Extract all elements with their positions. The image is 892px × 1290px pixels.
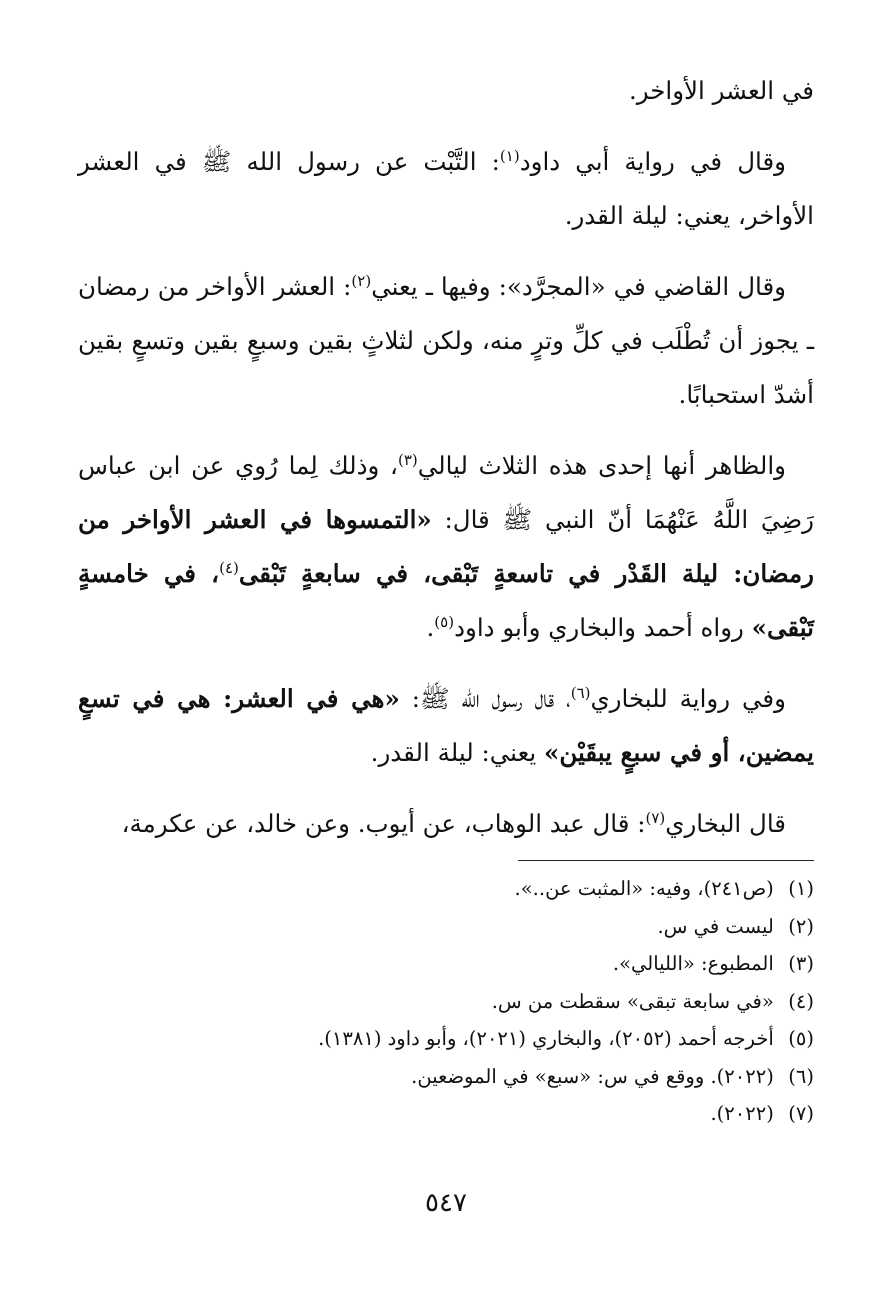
hadith-quote: «التمسوها في العشر الأواخر من رمضان: ليلة القَدْر في تاسعةٍ تَبْقى، في سابعةٍ تَبْقى bbox=[78, 505, 815, 588]
page-number: ٥٤٧ bbox=[425, 1188, 467, 1218]
text-run: والظاهر أنها إحدى هذه الثلاث ليالي bbox=[417, 451, 786, 480]
footnote-text: أخرجه أحمد (٢٠٥٢)، والبخاري (٢٠٢١)، وأبو داود (١٣٨١). bbox=[318, 1027, 774, 1050]
footnote-number: (٥) bbox=[788, 1027, 814, 1050]
text-run: : قال عبد الوهاب، عن أيوب. وعن خالد، عن عكرمة، bbox=[121, 809, 646, 838]
text-run: في العشر الأواخر. bbox=[628, 76, 814, 105]
paragraph bbox=[78, 439, 814, 655]
footnote-number: (٧) bbox=[788, 1102, 814, 1125]
hadith-quote: ، في خامسةٍ تَبْقى» bbox=[78, 559, 814, 642]
footnote-ref: (٧) bbox=[645, 808, 666, 827]
paragraph bbox=[78, 135, 814, 243]
footnote-ref: (٤) bbox=[219, 558, 239, 577]
footnote-text: (٢٠٢٢). bbox=[710, 1102, 774, 1125]
footnote-ref: (٦) bbox=[570, 683, 591, 702]
text-run: ، وذلك لِما رُوي عن ابن عباس رَضِيَ اللَّهُ عَنْهُمَا أنّ النبي ﷺ قال: bbox=[78, 451, 814, 534]
footnote bbox=[78, 870, 814, 908]
footnote-separator bbox=[518, 860, 814, 861]
text-run: : العشر الأواخر من رمضان ـ يجوز أن تُطْلَب في كلِّ وترٍ منه، ولكن لثلاثٍ بقين وسبعٍ بقين وتسعٍ بقين أشدّ استحبابًا. bbox=[78, 272, 814, 409]
footnote-number: (١) bbox=[788, 877, 814, 900]
footnote-ref: (١) bbox=[499, 146, 520, 165]
footnote-ref: (٣) bbox=[397, 450, 418, 469]
footnote-text: المطبوع: «الليالي». bbox=[612, 952, 774, 975]
footnote-text: «في سابعة تبقى» سقطت من س. bbox=[491, 989, 774, 1013]
text-run: وقال القاضي في «المجرَّد»: وفيها ـ يعني bbox=[371, 272, 786, 301]
footnote bbox=[78, 1058, 814, 1096]
text-run: . bbox=[426, 613, 435, 642]
text-run: رواه أحمد والبخاري وأبو داود bbox=[454, 613, 752, 642]
footnote-ref: (٢) bbox=[351, 271, 372, 290]
paragraph bbox=[78, 672, 814, 780]
paragraph bbox=[78, 260, 814, 422]
footnote-number: (٦) bbox=[788, 1064, 814, 1088]
text-run: ، قال رسول الله ﷺ: bbox=[399, 684, 571, 713]
footnote-number: (٢) bbox=[788, 914, 814, 938]
footnote-text: ليست في س. bbox=[657, 914, 774, 938]
footnote-text: (٢٠٢٢). ووقع في س: «سبع» في الموضعين. bbox=[411, 1064, 774, 1088]
text-run: وقال في رواية أبي داود bbox=[519, 147, 786, 176]
footnote-text: (ص٢٤١)، وفيه: «المثبت عن..». bbox=[514, 877, 774, 900]
text-run: يعني: ليلة القدر. bbox=[370, 738, 544, 767]
text-run: وفي رواية للبخاري bbox=[590, 684, 786, 713]
text-run: : التَّبْت عن رسول الله ﷺ في العشر الأواخر، يعني: ليلة القدر. bbox=[78, 147, 814, 230]
footnote bbox=[78, 1095, 814, 1133]
footnote bbox=[78, 983, 814, 1021]
footnote-number: (٣) bbox=[788, 952, 814, 975]
footnote bbox=[78, 945, 814, 983]
footnote bbox=[78, 1020, 814, 1058]
footnotes bbox=[78, 870, 814, 1133]
main-text bbox=[78, 64, 814, 868]
hadith-quote: «هي في العشر: هي في تسعٍ يمضين، أو في سبعٍ يبقَيْن» bbox=[78, 684, 814, 767]
paragraph bbox=[78, 64, 814, 118]
footnote bbox=[78, 908, 814, 946]
footnote-number: (٤) bbox=[788, 989, 814, 1013]
paragraph bbox=[78, 797, 814, 851]
text-run: قال البخاري bbox=[665, 809, 786, 838]
footnote-ref: (٥) bbox=[434, 612, 455, 631]
